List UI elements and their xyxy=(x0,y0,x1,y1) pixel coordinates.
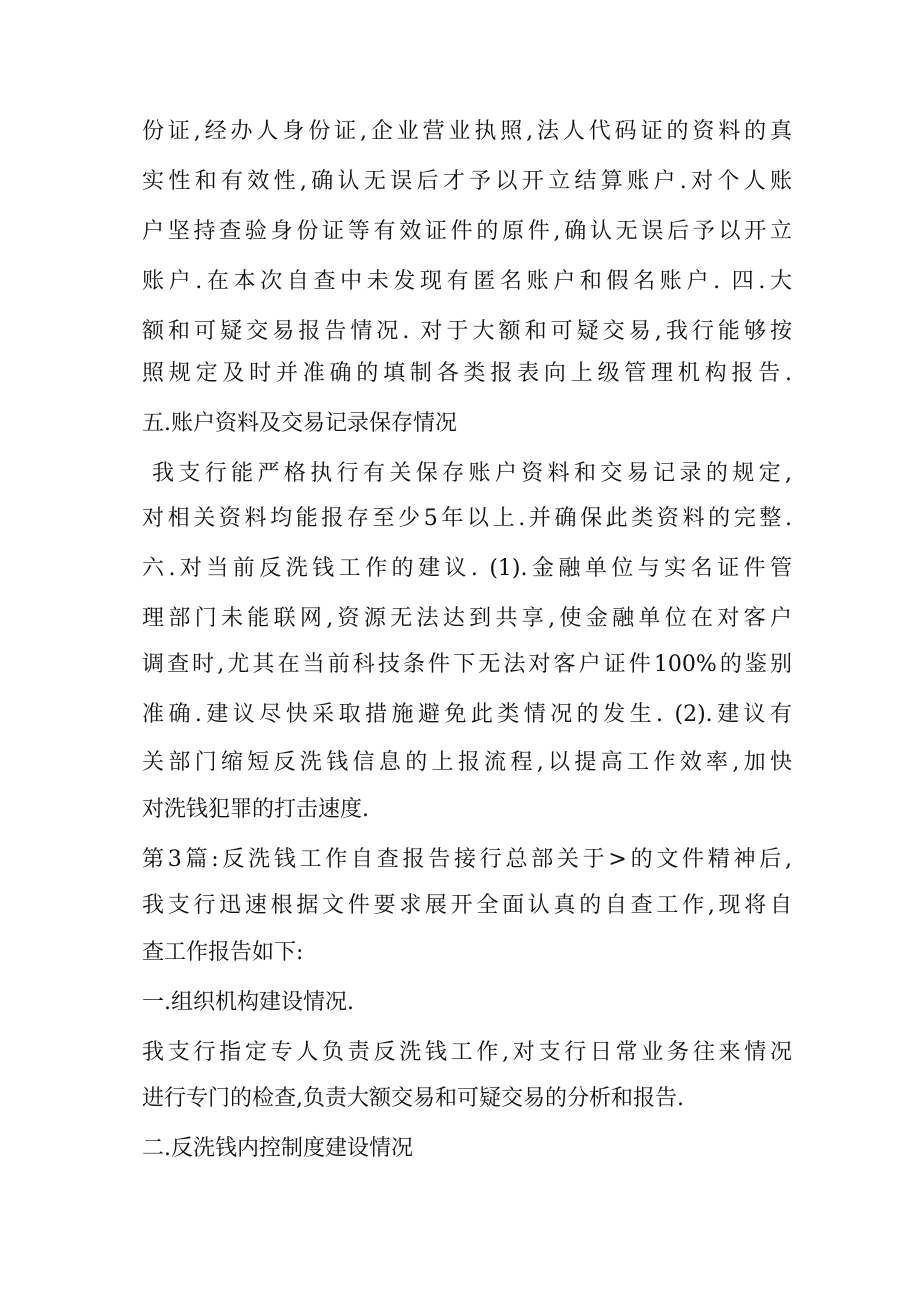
text-line: 照规定及时并准确的填制各类报表向上级管理机构报告. xyxy=(142,361,792,386)
section-heading: 第3篇:反洗钱工作自查报告接行总部关于>的文件精神后, xyxy=(142,847,792,872)
text-line: 进行专门的检查,负责大额交易和可疑交易的分析和报告. xyxy=(142,1086,684,1111)
text-line: 关部门缩短反洗钱信息的上报流程,以提高工作效率,加快 xyxy=(142,750,792,775)
text-line: 额和可疑交易报告情况. 对于大额和可疑交易,我行能够按 xyxy=(142,319,792,344)
text-line: 查工作报告如下: xyxy=(142,940,304,965)
text-line: 六.对当前反洗钱工作的建议. (1).金融单位与实名证件管 xyxy=(142,556,792,581)
text-line: 调查时,尤其在当前科技条件下无法对客户证件100%的鉴别 xyxy=(142,652,792,677)
text-line: 户坚持查验身份证等有效证件的原件,确认无误后予以开立 xyxy=(142,219,792,244)
text-line: 我支行能严格执行有关保存账户资料和交易记录的规定, xyxy=(152,461,792,486)
section-heading: 一.组织机构建设情况. xyxy=(142,990,354,1015)
text-line: 对相关资料均能报存至少5年以上.并确保此类资料的完整. xyxy=(142,506,792,531)
text-line: 我支行迅速根据文件要求展开全面认真的自查工作,现将自 xyxy=(142,893,792,918)
text-line: 我支行指定专人负责反洗钱工作,对支行日常业务往来情况 xyxy=(142,1040,792,1065)
text-line: 对洗钱犯罪的打击速度. xyxy=(142,797,369,822)
text-line: 份证,经办人身份证,企业营业执照,法人代码证的资料的真 xyxy=(142,119,792,144)
section-heading: 五.账户资料及交易记录保存情况 xyxy=(142,411,457,436)
text-line: 实性和有效性,确认无误后才予以开立结算账户.对个人账 xyxy=(142,169,792,194)
text-line: 理部门未能联网,资源无法达到共享,使金融单位在对客户 xyxy=(142,606,792,631)
section-heading: 二.反洗钱内控制度建设情况 xyxy=(142,1136,413,1161)
text-line: 账户.在本次自查中未发现有匿名账户和假名账户. 四.大 xyxy=(142,269,792,294)
text-line: 准确.建议尽快采取措施避免此类情况的发生. (2).建议有 xyxy=(142,702,792,727)
